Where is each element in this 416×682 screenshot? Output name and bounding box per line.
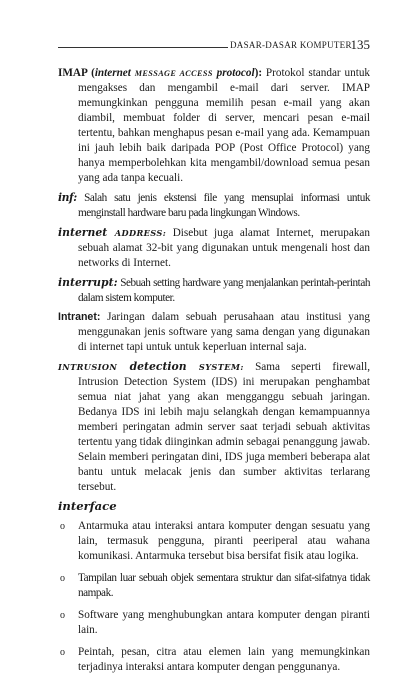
bullet-marker: o xyxy=(60,573,65,584)
running-title: DASAR-DASAR KOMPUTER xyxy=(230,40,352,50)
list-item: o Software yang menghubungkan antara komputer dengan piranti lain. xyxy=(60,609,370,636)
entry-term: IMAP (internet MESSAGE ACCESS protocol): xyxy=(58,67,263,79)
entry-term: inf: xyxy=(58,191,77,204)
entry-term: interrupt: xyxy=(58,276,118,289)
glossary-entry-intrusion-detection-system xyxy=(58,359,370,495)
interface-definition-list xyxy=(58,519,370,675)
entry-term: internet ADDRESS: xyxy=(58,226,167,239)
glossary-entry-interrupt xyxy=(58,275,370,306)
list-item: o Peintah, pesan, citra atau elemen lain yang memungkinkan terjadinya interaksi antara komputer dengan penggunanya. xyxy=(60,646,370,673)
glossary-entry-intranet xyxy=(58,310,370,355)
bullet-marker: o xyxy=(60,647,65,658)
section-heading-interface: interface xyxy=(58,499,117,513)
entry-term: Intranet: xyxy=(58,311,101,323)
entry-term: INTRUSION detection SYSTEM: xyxy=(58,360,244,373)
list-item: o Antarmuka atau interaksi antara komputer dengan sesuatu yang lain, termasuk pengguna, piranti peeriperal atau wahana komunikasi. Antarmuka tersebut bisa bersifat fisik atau logika. xyxy=(60,520,370,562)
entry-definition: Jaringan dalam sebuah perusahaan atau institusi yang menggunakan jenis software yang sama dengan yang digunakan di internet tapi untuk untuk keperluan internal saja. xyxy=(78,311,370,353)
entry-definition: Sebuah setting hardware yang menjalankan perintah-perintah dalam sistem komputer. xyxy=(78,277,370,304)
running-header xyxy=(58,38,368,54)
glossary-entry-internet-address xyxy=(58,225,370,271)
entry-definition: Sama seperti firewall, Intrusion Detection System (IDS) ini merupakan penghambat semua niat jahat yang akan mengganggu sebuah jaringan. Bedanya IDS ini lebih maju selangkah dengan kemampuannya memberi peringatan admin server saat terjadi sebuah aktivitas tertentu yang tidak diinginkan admin sebagai penanggung jawab. Selain memberi peringatan dini, IDS juga memberi beberapa alat bantu untuk melacak jenis dan sumber aktivitas terlarang tersebut. xyxy=(78,361,370,493)
list-item: o Tampilan luar sebuah objek sementara struktur dan sifat-sifatnya tidak nampak. xyxy=(60,572,370,599)
glossary-entry-inf xyxy=(58,190,370,221)
page-number: 135 xyxy=(350,37,370,52)
entry-definition: Salah satu jenis ekstensi file yang mensuplai informasi untuk menginstall hardware baru pada lingkungan Windows. xyxy=(76,192,370,219)
entry-definition: Protokol standar untuk mengakses dan mengambil e-mail dari server. IMAP memungkinkan pengguna memilih pesan e-mail yang akan diambil, membuat folder di server, mencari pesan e-mail tertentu, bahkan menghapus pesan e-mail yang ada. Kemampuan ini jauh lebih baik daripada POP (Post Office Protocol) yang hanya memperbolehkan kita mengambil/download semua pesan yang ada tanpa kecuali. xyxy=(78,67,371,184)
entry-definition: Disebut juga alamat Internet, merupakan sebuah alamat 32-bit yang digunakan untuk mengenali host dan networks di Internet. xyxy=(78,227,370,269)
glossary-content xyxy=(58,66,370,682)
bullet-marker: o xyxy=(60,521,65,532)
header-rule xyxy=(58,47,228,48)
glossary-entry-imap xyxy=(58,66,370,186)
bullet-marker: o xyxy=(60,610,65,621)
